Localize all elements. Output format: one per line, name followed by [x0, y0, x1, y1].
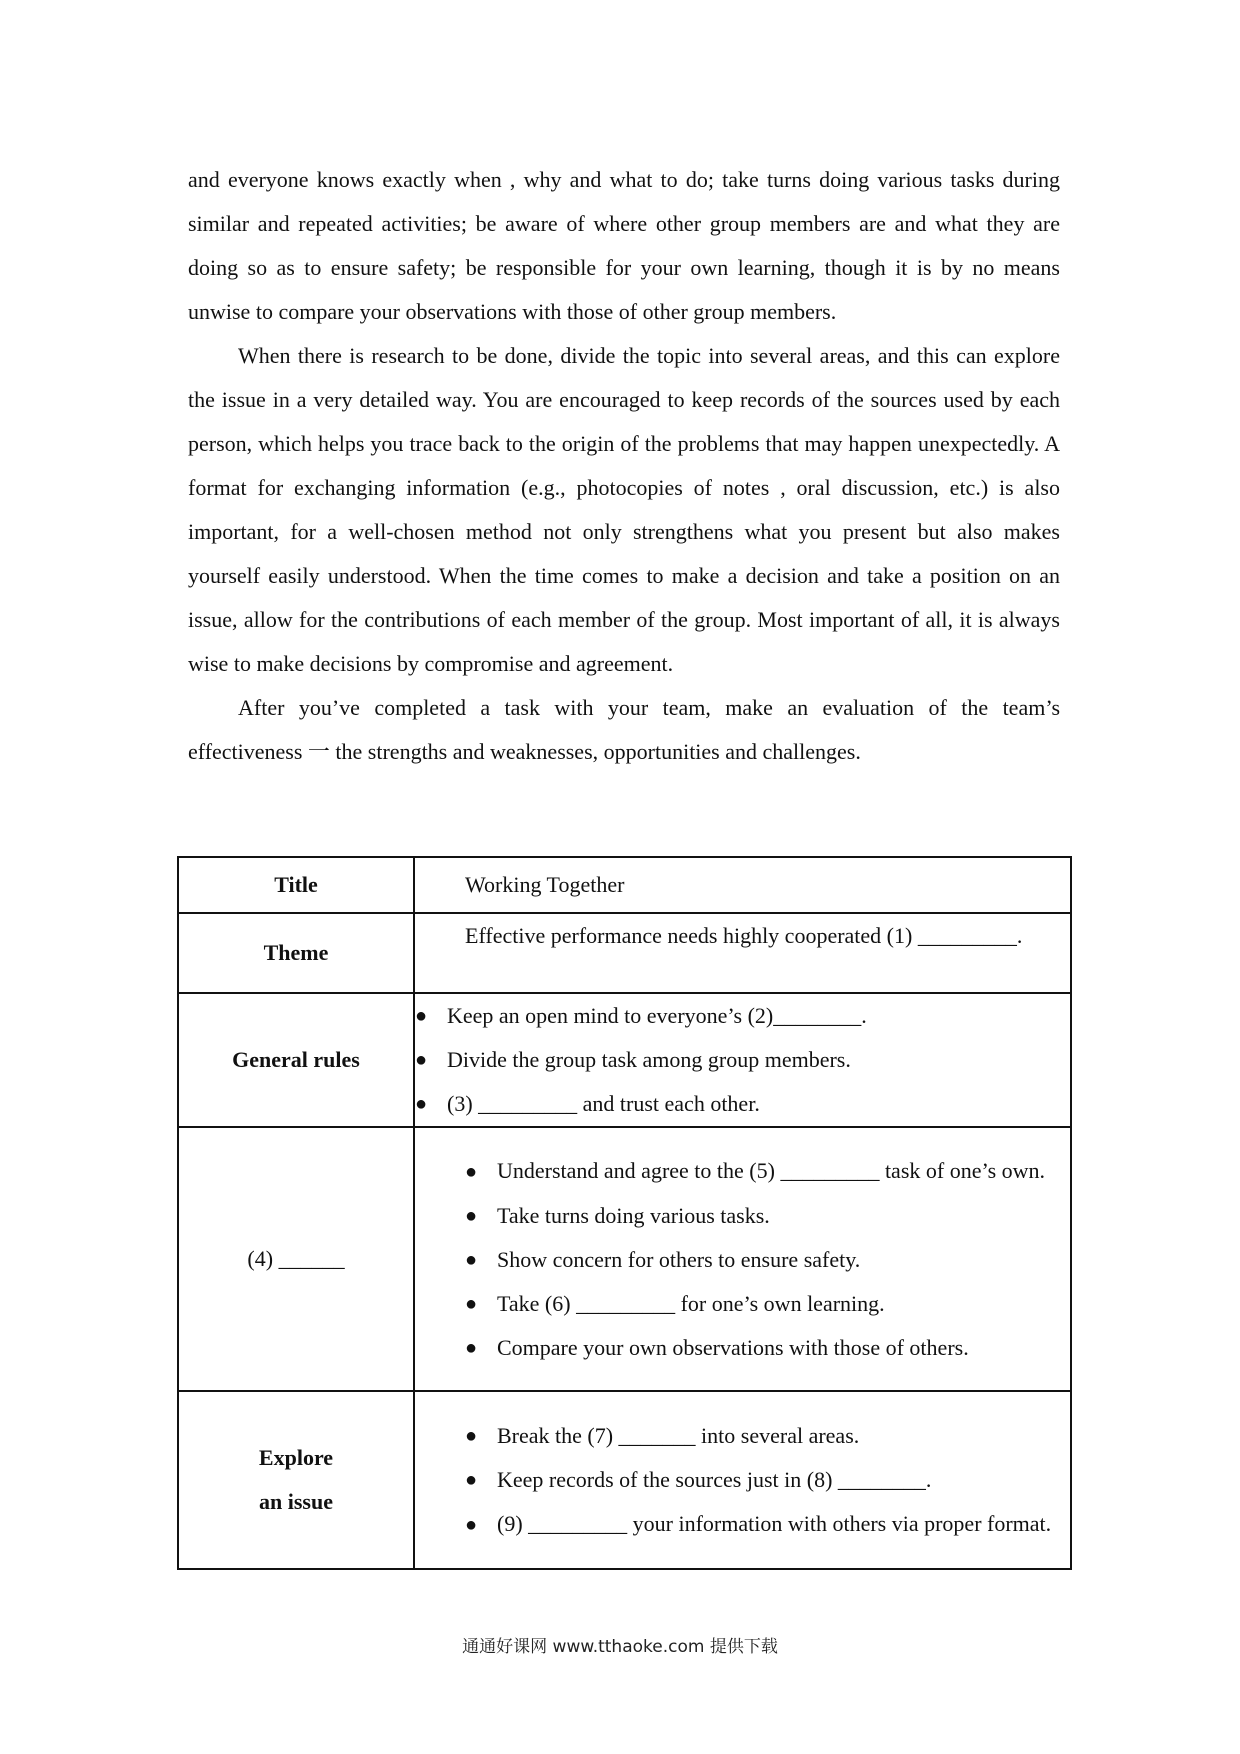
- table-row-general-rules: [178, 993, 1071, 1127]
- list-item: ● Compare your own observations with those of others.: [415, 1326, 1070, 1370]
- bullet-icon: ●: [415, 1049, 428, 1071]
- bullet-icon: ●: [465, 1204, 478, 1227]
- paragraph-3: After you’ve completed a task with your team, make an evaluation of the team’s effectiveness 一 the strengths and weaknesses, opportunities and challenges.: [188, 695, 1060, 764]
- bullet-icon: ●: [465, 1292, 478, 1315]
- footer-watermark: 通通好课网 www.tthaoke.com 提供下载: [462, 1637, 778, 1657]
- list-item: ● Divide the group task among group members.: [415, 1038, 1070, 1082]
- bullet-icon: ●: [415, 1005, 428, 1027]
- body-text: [188, 158, 1060, 774]
- table-row-explore: [178, 1391, 1071, 1569]
- bullet-icon: ●: [415, 1093, 428, 1115]
- title-label: Title: [178, 857, 414, 913]
- list-item: ● (3) _________ and trust each other.: [415, 1082, 1070, 1126]
- summary-table: [177, 856, 1072, 1570]
- title-value: Working Together: [465, 872, 625, 897]
- list-item: ● Keep an open mind to everyone’s (2)________.: [415, 994, 1070, 1038]
- bullet-icon: ●: [465, 1468, 478, 1491]
- bullet-icon: ●: [465, 1160, 478, 1183]
- list-item: ● Show concern for others to ensure safety.: [415, 1238, 1070, 1282]
- paragraph-1: and everyone knows exactly when , why and what to do; take turns doing various tasks during similar and repeated activities; be aware of where other group members are and what they are doing so as to ensure safety; be responsible for your own learning, though it is by no means unwise to compare your observations with those of other group members.: [188, 167, 1060, 324]
- general-rules-label: General rules: [178, 993, 414, 1127]
- bullet-icon: ●: [465, 1424, 478, 1447]
- table-row-title: [178, 857, 1071, 913]
- list-item: ● Break the (7) _______ into several areas.: [415, 1414, 1070, 1458]
- row-4-label: (4) ______: [178, 1127, 414, 1391]
- explore-label: Explore an issue: [178, 1391, 414, 1569]
- theme-label: Theme: [178, 913, 414, 993]
- list-item: ● Keep records of the sources just in (8) ________.: [415, 1458, 1070, 1502]
- bullet-icon: ●: [465, 1513, 478, 1536]
- bullet-icon: ●: [465, 1248, 478, 1271]
- list-item: ● Take turns doing various tasks.: [415, 1194, 1070, 1238]
- list-item: ● (9) _________ your information with others via proper format.: [415, 1502, 1070, 1547]
- list-item: ● Take (6) _________ for one’s own learning.: [415, 1282, 1070, 1326]
- table-row-4: [178, 1127, 1071, 1391]
- bullet-icon: ●: [465, 1336, 478, 1359]
- table-row-theme: [178, 913, 1071, 993]
- list-item: ● Understand and agree to the (5) _________ task of one’s own.: [415, 1149, 1070, 1194]
- theme-value: Effective performance needs highly cooperated (1) _________.: [465, 923, 1023, 948]
- paragraph-2: When there is research to be done, divide the topic into several areas, and this can explore the issue in a very detailed way. You are encouraged to keep records of the sources used by each person, which helps you trace back to the origin of the problems that may happen unexpectedly. A format for exchanging information (e.g., photocopies of notes , oral discussion, etc.) is also important, for a well-chosen method not only strengthens what you present but also makes yourself easily understood. When the time comes to make a decision and take a position on an issue, allow for the contributions of each member of the group. Most important of all, it is always wise to make decisions by compromise and agreement.: [188, 343, 1060, 676]
